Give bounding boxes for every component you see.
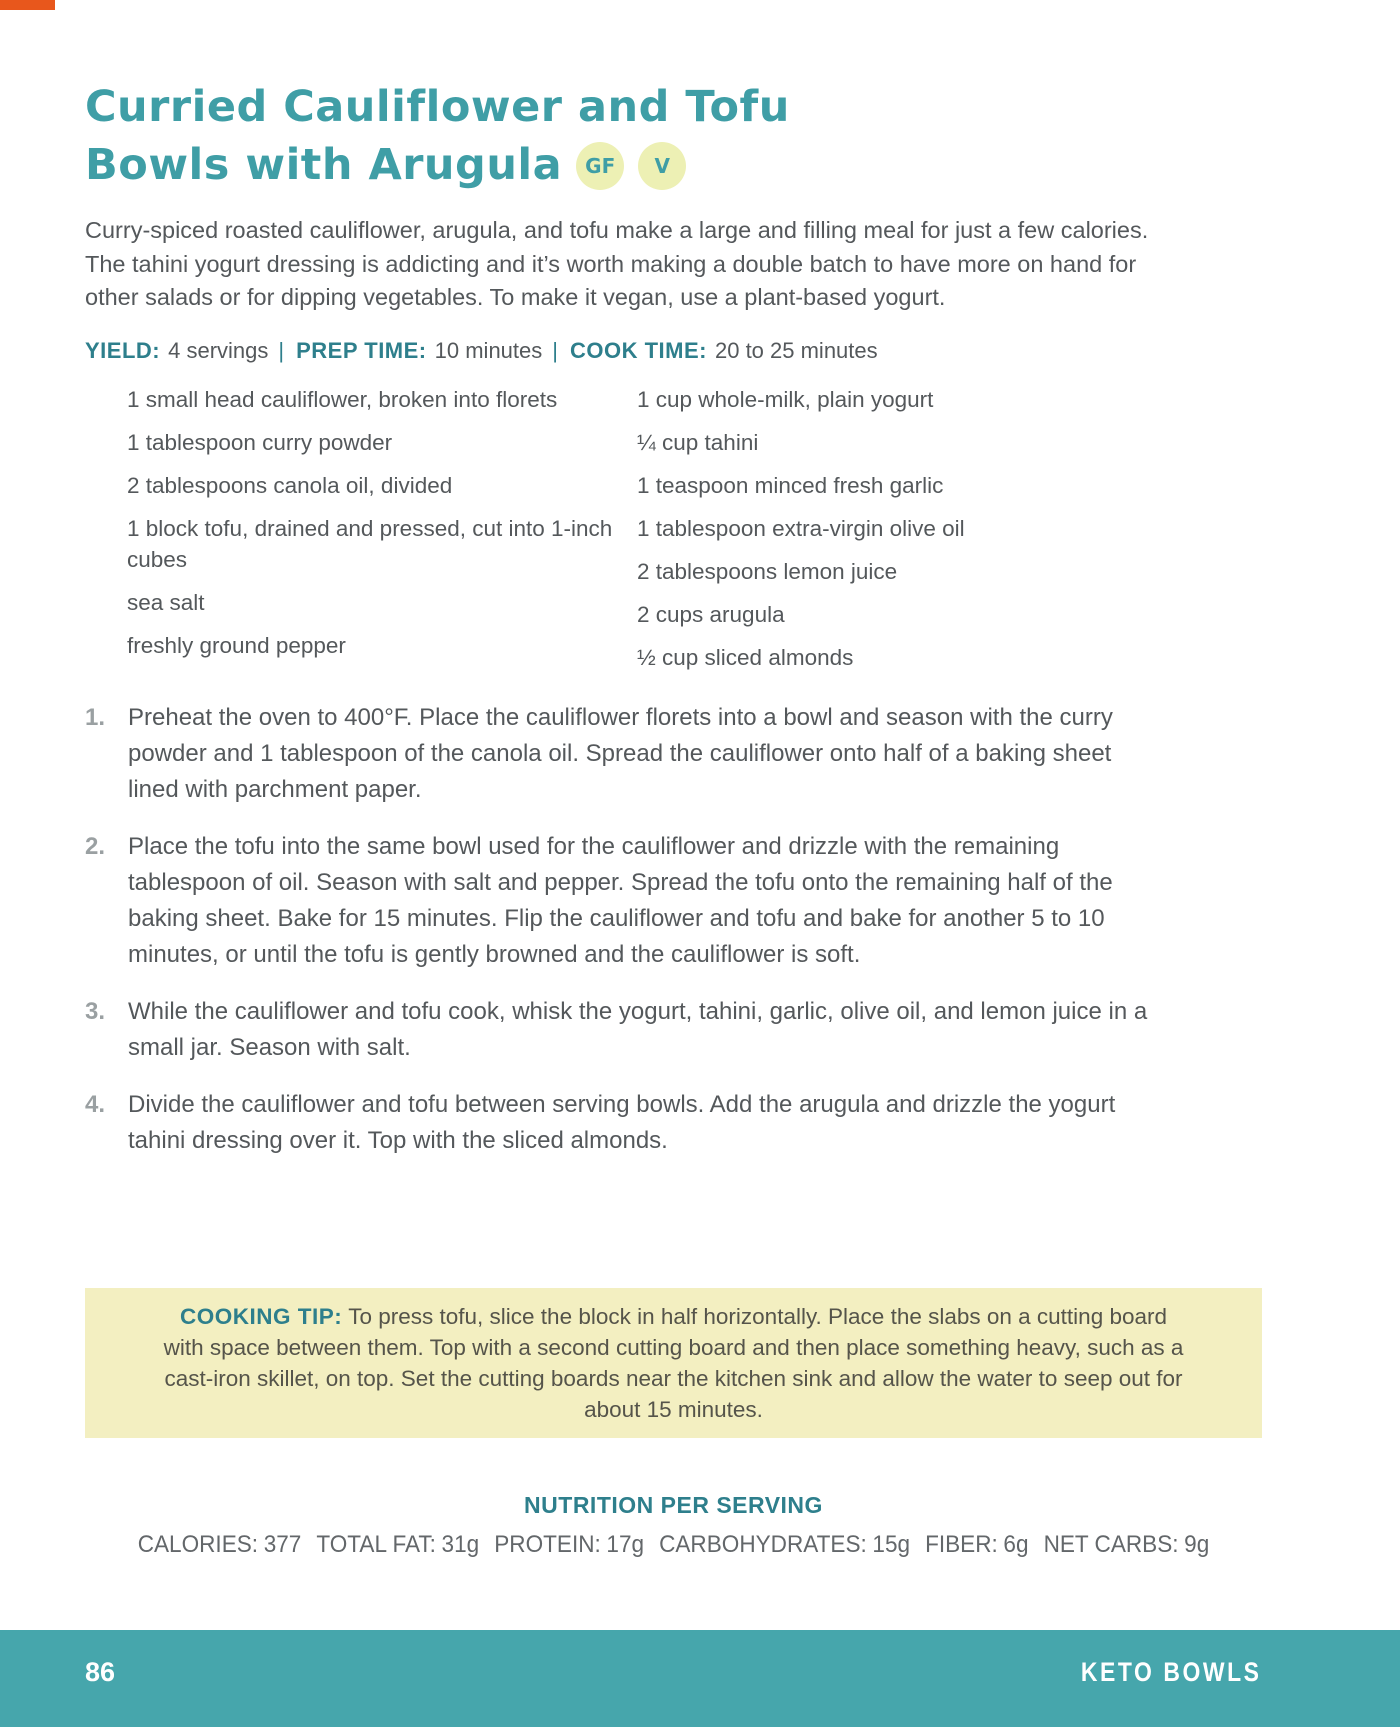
badge-vegetarian: V [638, 142, 686, 190]
ingredient-item: 2 tablespoons lemon juice [637, 559, 898, 584]
section-title: KETO BOWLS [1081, 1657, 1262, 1687]
nutrition-item [138, 1531, 302, 1559]
nutrition-item [494, 1531, 644, 1559]
meta-separator: | [278, 338, 285, 363]
nutrition-label: TOTAL FAT: [316, 1531, 436, 1558]
cooking-tip-text: To press tofu, slice the block in half horizontally. Place the slabs on a cutting board with space between them. Top with a second cutting board and then place something heavy, such as a cast-iron skillet, on top. Set the cutting boards near the kitchen sink and allow the water to seep out for about 15 minutes. [163, 1304, 1184, 1422]
ingredient-item: 1 small head cauliflower, broken into florets [127, 387, 558, 412]
nutrition-value: 377 [263, 1531, 302, 1558]
ingredient-item: 1 tablespoon curry powder [127, 430, 393, 455]
instruction-step [85, 829, 1165, 973]
recipe-title-line2: Bowls with Arugula [85, 140, 563, 190]
nutrition-value: 15g [872, 1531, 911, 1558]
prep-time-value: 10 minutes [434, 338, 543, 363]
step-number: 1. [85, 704, 106, 731]
yield-label: YIELD: [85, 338, 161, 363]
page-edge-tab [0, 0, 55, 10]
nutrition-label: FIBER: [925, 1531, 998, 1558]
step-text: While the cauliflower and tofu cook, whisk the yogurt, tahini, garlic, olive oil, and lemon juice in a small jar. Season with salt. [128, 998, 1148, 1061]
nutrition-value: 9g [1184, 1531, 1210, 1558]
step-text: Place the tofu into the same bowl used for the cauliflower and drizzle with the remaining tablespoon of oil. Season with salt and pepper. Spread the tofu onto the remaining half of the baking sheet. Bake for 15 minutes. Flip the cauliflower and tofu and bake for another 5 to 10 minutes, or until the tofu is gently browned and the cauliflower is soft. [128, 833, 1113, 968]
nutrition-label: CALORIES: [137, 1531, 259, 1558]
ingredient-item: 2 cups arugula [637, 602, 785, 627]
nutrition-label: NET CARBS: [1043, 1531, 1179, 1558]
prep-time-label: PREP TIME: [296, 338, 427, 363]
ingredient-item: ½ cup sliced almonds [637, 645, 854, 670]
nutrition-value: 6g [1003, 1531, 1029, 1558]
nutrition-heading: NUTRITION PER SERVING [524, 1492, 823, 1518]
meta-separator: | [552, 338, 558, 363]
step-text: Preheat the oven to 400°F. Place the cauliflower florets into a bowl and season with the curry powder and 1 tablespoon of the canola oil. Spread the cauliflower onto half of a baking sheet lined with parchment paper. [128, 704, 1113, 803]
ingredient-item: freshly ground pepper [127, 633, 346, 658]
page-footer [0, 1630, 1400, 1727]
nutrition-label: CARBOHYDRATES: [659, 1531, 867, 1558]
page-number: 86 [85, 1657, 116, 1687]
badge-gluten-free: GF [576, 142, 624, 190]
cooking-tip-box [85, 1288, 1262, 1438]
instruction-step [85, 994, 1165, 1066]
nutrition-item [925, 1531, 1028, 1559]
nutrition-item [659, 1531, 910, 1559]
instruction-step [85, 700, 1165, 808]
recipe-meta [85, 338, 1285, 364]
cooking-tip-label: COOKING TIP: [179, 1304, 343, 1329]
yield-value: 4 servings [168, 338, 269, 363]
cook-time-value: 20 to 25 minutes [714, 338, 878, 363]
step-number: 2. [85, 833, 106, 860]
recipe-title-line1: Curried Cauliflower and Tofu [85, 82, 790, 132]
nutrition-facts [120, 1531, 1226, 1559]
ingredient-column-right [637, 384, 1157, 685]
nutrition-value: 17g [606, 1531, 645, 1558]
recipe-description: Curry-spiced roasted cauliflower, arugula, and tofu make a large and filling meal for just a few calories. The tahini yogurt dressing is addicting and it’s worth making a double batch to have more on hand for other salads or for dipping vegetables. To make it vegan, use a plant-based yogurt. [85, 217, 1149, 310]
ingredient-item: 1 block tofu, drained and pressed, cut into 1-inch cubes [127, 516, 613, 572]
step-number: 4. [85, 1091, 106, 1118]
nutrition-label: PROTEIN: [494, 1531, 601, 1558]
ingredient-item: 2 tablespoons canola oil, divided [127, 473, 453, 498]
nutrition-item [1044, 1531, 1210, 1559]
ingredient-item: sea salt [127, 590, 205, 615]
ingredient-item: 1 tablespoon extra-virgin olive oil [637, 516, 965, 541]
ingredient-column-left [127, 384, 637, 685]
instruction-step [85, 1087, 1165, 1159]
cook-time-label: COOK TIME: [569, 338, 707, 363]
instruction-steps [85, 700, 1165, 1180]
ingredient-item: 1 teaspoon minced fresh garlic [637, 473, 944, 498]
step-text: Divide the cauliflower and tofu between serving bowls. Add the arugula and drizzle the yogurt tahini dressing over it. Top with the sliced almonds. [128, 1091, 1116, 1154]
ingredient-item: 1 cup whole-milk, plain yogurt [637, 387, 934, 412]
step-number: 3. [85, 998, 106, 1025]
nutrition-item [316, 1531, 479, 1559]
recipe-title [85, 78, 1285, 194]
ingredient-list [127, 384, 1267, 685]
ingredient-item: ¼ cup tahini [637, 430, 759, 455]
nutrition-value: 31g [441, 1531, 480, 1558]
